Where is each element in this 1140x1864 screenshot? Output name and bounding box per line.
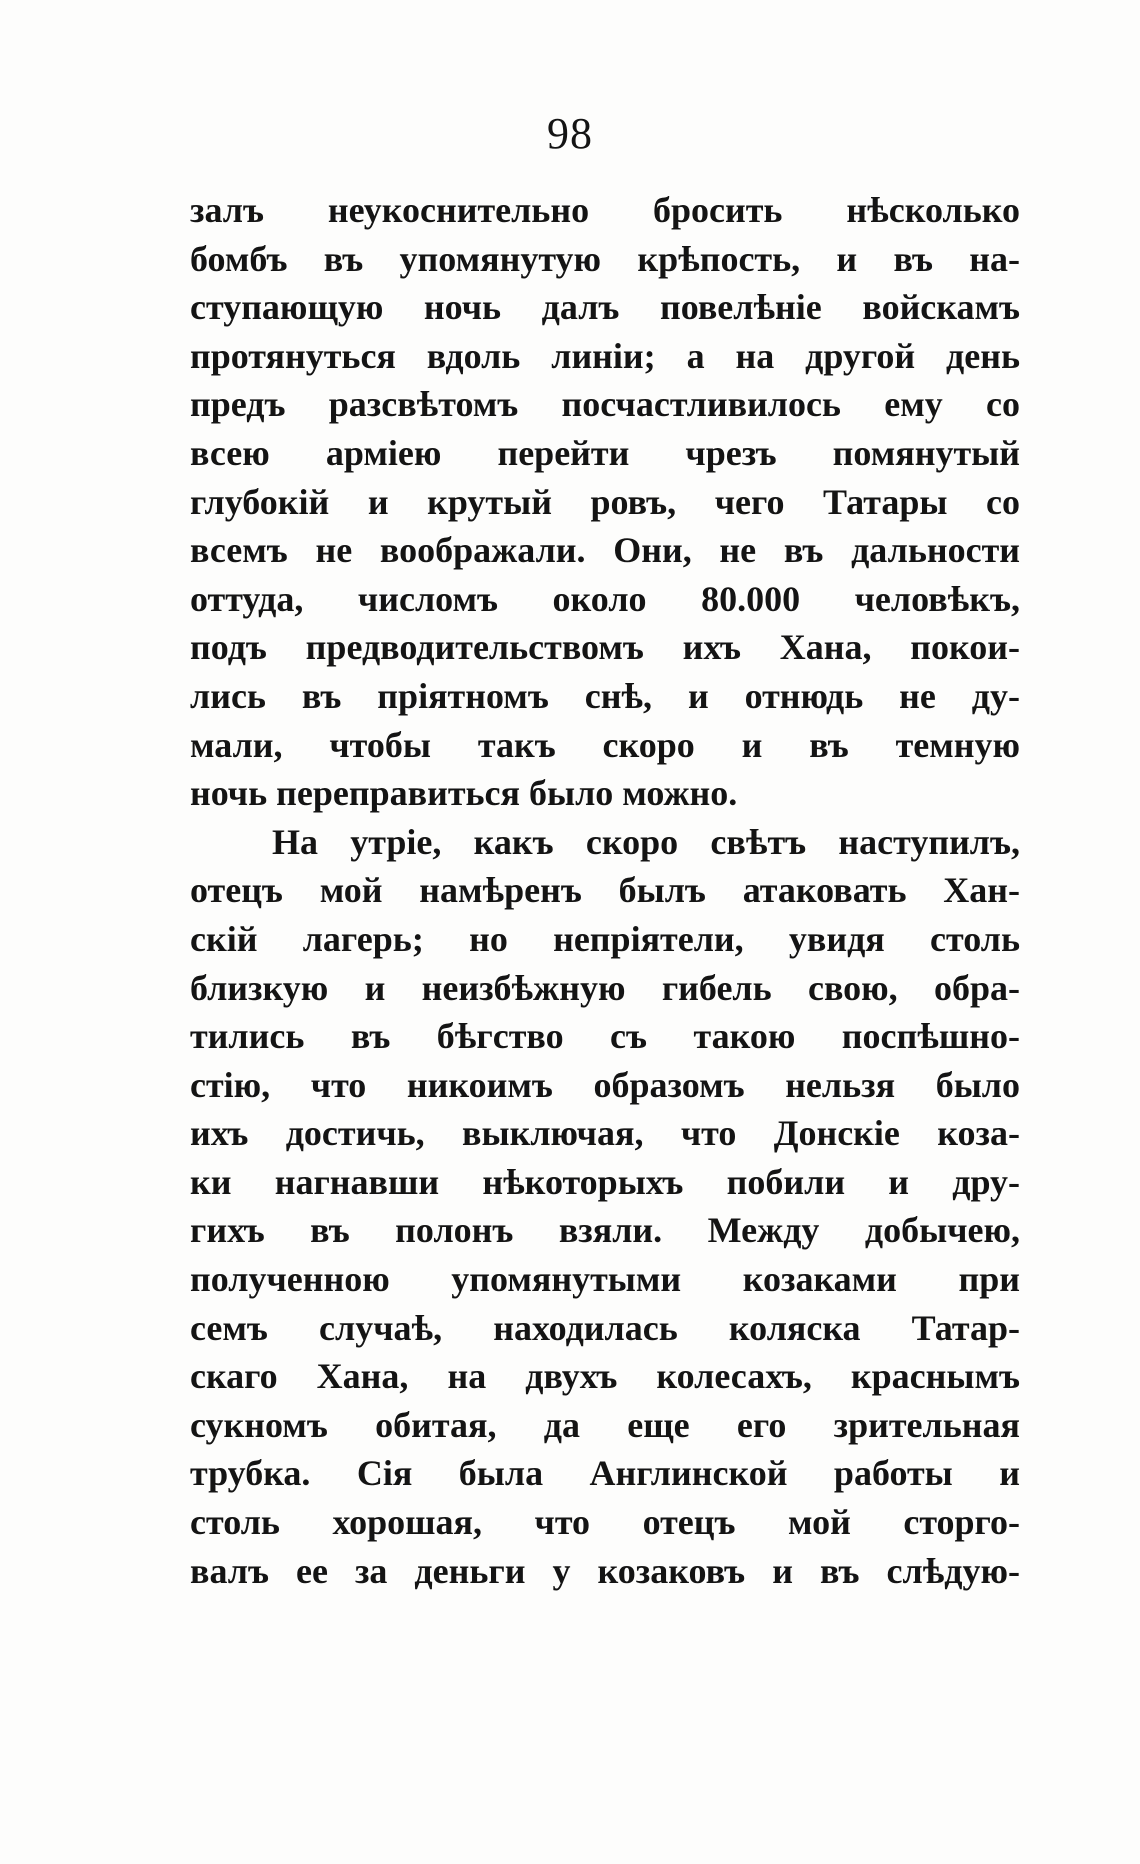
- text-line: бомбъ въ упомянутую крѣпость, и въ на-: [190, 238, 1020, 279]
- text-line: подъ предводительствомъ ихъ Хана, покои-: [190, 627, 1020, 668]
- text-line: всемъ не воображали. Они, не въ дальности: [190, 530, 1020, 571]
- text-line: валъ ее за деньги у козаковъ и въ слѣдую-: [190, 1550, 1020, 1591]
- text-line: всею арміею перейти чрезъ помянутый: [190, 432, 1020, 473]
- text-line: глубокій и крутый ровъ, чего Татары со: [190, 481, 1020, 522]
- text-line: тились въ бѣгство съ такою поспѣшно-: [190, 1016, 1020, 1057]
- text-line: залъ неукоснительно бросить нѣсколько: [190, 190, 1020, 230]
- text-line: лись въ пріятномъ снѣ, и отнюдь не ду-: [190, 675, 1020, 716]
- text-line: семъ случаѣ, находилась коляска Татар-: [190, 1307, 1020, 1348]
- text-line: полученною упомянутыми козаками при: [190, 1259, 1020, 1300]
- text-line: близкую и неизбѣжную гибель свою, обра-: [190, 967, 1020, 1008]
- text-line: мали, чтобы такъ скоро и въ темную: [190, 724, 1020, 765]
- text-line: столь хорошая, что отецъ мой сторго-: [190, 1502, 1020, 1543]
- page-number: 98: [547, 109, 593, 158]
- text-line: На утріе, какъ скоро свѣтъ наступилъ,: [272, 821, 1020, 862]
- text-line: ночь переправиться было можно.: [190, 773, 738, 814]
- text-line: отецъ мой намѣренъ былъ атаковать Хан-: [190, 870, 1020, 911]
- text-line: трубка. Сія была Англинской работы и: [190, 1453, 1020, 1494]
- text-line: ихъ достичь, выключая, что Донскіе коза-: [190, 1113, 1020, 1154]
- text-line: гихъ въ полонъ взяли. Между добычею,: [190, 1210, 1020, 1251]
- text-line: скаго Хана, на двухъ колесахъ, краснымъ: [190, 1356, 1020, 1397]
- text-line: ступающую ночь далъ повелѣніе войскамъ: [190, 287, 1020, 328]
- text-line: скій лагерь; но непріятели, увидя столь: [190, 918, 1020, 959]
- text-line: сукномъ обитая, да еще его зрительная: [190, 1404, 1020, 1445]
- text-line: ки нагнавши нѣкоторыхъ побили и дру-: [190, 1161, 1020, 1202]
- text-line: предъ разсвѣтомъ посчастливилось ему со: [190, 384, 1020, 425]
- paragraph-1: [190, 186, 1020, 818]
- text-line: оттуда, числомъ около 80.000 человѣкъ,: [190, 578, 1020, 619]
- text-line: стію, что никоимъ образомъ нельзя было: [190, 1064, 1020, 1105]
- body-text: [190, 186, 1020, 1595]
- paragraph-2: [190, 818, 1020, 1596]
- text-line: протянуться вдоль линіи; а на другой день: [190, 335, 1020, 376]
